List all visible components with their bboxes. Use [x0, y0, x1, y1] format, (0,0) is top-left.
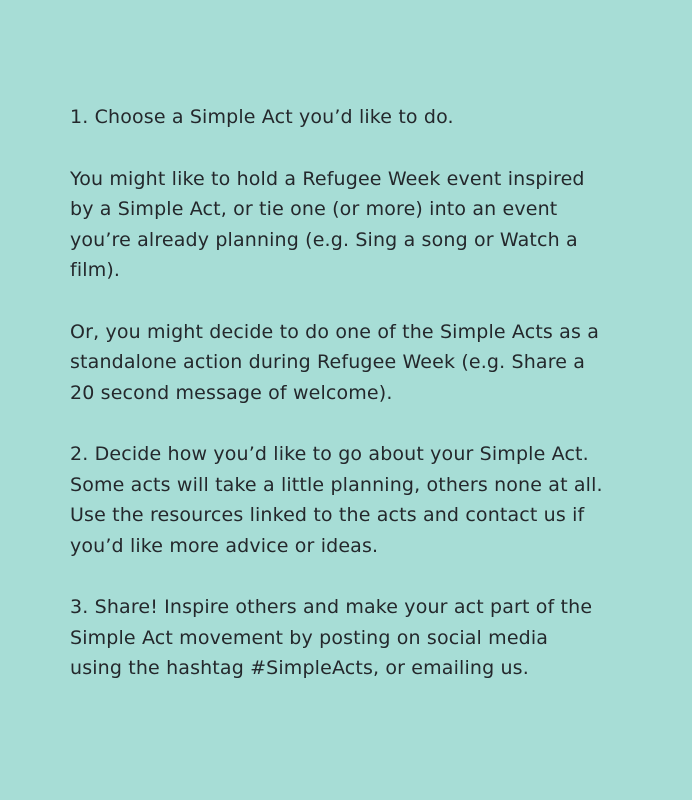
text-line: 3. Share! Inspire others and make your act part of the — [70, 596, 593, 618]
text-line: 1. Choose a Simple Act you’d like to do. — [70, 106, 454, 128]
text-line: by a Simple Act, or tie one (or more) into an event — [70, 198, 558, 220]
text-line: standalone action during Refugee Week (e.g. Share a — [70, 351, 586, 373]
text-line: You might like to hold a Refugee Week event inspired — [70, 167, 585, 190]
text-line: Some acts will take a little planning, others none at all. — [70, 473, 603, 496]
step-3-paragraph — [70, 592, 652, 684]
text-line: Use the resources linked to the acts and contact us if — [70, 504, 585, 526]
text-line: you’d like more advice or ideas. — [70, 534, 379, 557]
text-line: film). — [70, 259, 121, 281]
step-2-paragraph — [70, 439, 652, 561]
step-1-event-paragraph — [70, 164, 652, 286]
text-line: Simple Act movement by posting on social media — [70, 626, 549, 649]
text-line: 20 second message of welcome). — [70, 381, 393, 404]
text-line: using the hashtag #SimpleActs, or emailing us. — [70, 657, 529, 679]
step-1-standalone-paragraph — [70, 317, 652, 409]
text-line: Or, you might decide to do one of the Simple Acts as a — [70, 320, 599, 343]
text-line: you’re already planning (e.g. Sing a song or Watch a — [70, 228, 578, 251]
text-line: 2. Decide how you’d like to go about your Simple Act. — [70, 443, 589, 465]
step-1-heading — [70, 102, 652, 133]
